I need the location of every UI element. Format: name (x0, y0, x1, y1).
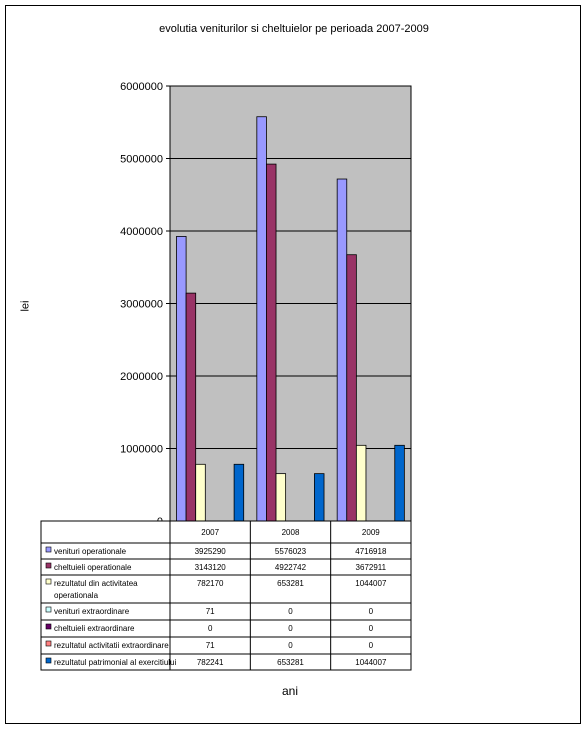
category-label: 2007 (201, 528, 220, 537)
bar (186, 293, 196, 521)
legend-key (46, 658, 51, 663)
y-tick-label: 2000000 (120, 371, 163, 383)
data-label: 653281 (277, 658, 304, 667)
y-tick-label: 1000000 (120, 443, 163, 456)
legend-key (46, 563, 51, 568)
legend-label: rezultatul din activitatea (54, 579, 138, 588)
chart-title: evolutia veniturilor si cheltuielor pe perioada 2007-2009 (159, 23, 429, 35)
legend-key (46, 607, 51, 612)
data-label: 1044007 (355, 658, 387, 667)
data-label: 782241 (196, 658, 224, 667)
legend-label: rezultatul patrimonial al exercitiului (54, 658, 177, 667)
y-axis-label: lei (19, 300, 32, 312)
legend-label: venituri operationale (54, 547, 127, 556)
data-label: 653281 (277, 579, 304, 588)
data-label: 4922742 (274, 563, 307, 572)
legend-label: cheltuieli extraordinare (54, 624, 135, 633)
y-tick-label: 3000000 (120, 298, 163, 311)
y-tick-label: 6000000 (120, 81, 163, 93)
bar (196, 464, 206, 521)
data-label: 71 (205, 641, 215, 650)
bar (337, 179, 347, 521)
x-axis-label: ani (281, 684, 298, 698)
data-label: 0 (288, 641, 293, 650)
legend-label: venituri extraordinare (54, 607, 130, 616)
bar (266, 164, 276, 521)
y-tick-label: 5000000 (120, 153, 163, 166)
data-label: 5576023 (274, 547, 307, 556)
legend-key (46, 624, 51, 629)
bar (347, 255, 357, 521)
category-label: 2008 (281, 528, 300, 537)
legend-key (46, 547, 51, 552)
legend-key (46, 641, 51, 646)
data-label: 71 (205, 607, 215, 616)
bar (257, 117, 267, 521)
data-label: 0 (368, 624, 374, 633)
data-label: 0 (207, 624, 213, 633)
legend-label: rezultatul activitatii extraordinare (54, 641, 169, 650)
data-label: 0 (288, 624, 293, 633)
data-label: 3143120 (194, 563, 226, 572)
legend-key (46, 579, 51, 584)
data-label: 782170 (196, 579, 224, 588)
data-label: 0 (288, 607, 293, 616)
category-label: 2009 (361, 528, 380, 537)
data-label: 3672911 (355, 563, 387, 572)
data-label: 3925290 (194, 547, 226, 556)
bar (177, 236, 187, 521)
y-tick-label: 4000000 (120, 226, 163, 238)
data-label: 1044007 (355, 579, 387, 588)
bar (234, 464, 244, 521)
data-label: 0 (368, 607, 374, 616)
legend-label: cheltuieli operationale (54, 563, 132, 572)
data-label: 0 (368, 641, 374, 650)
bar (276, 474, 286, 521)
bar (395, 445, 405, 521)
data-label: 4716918 (355, 547, 387, 556)
bar (314, 474, 324, 521)
bar (356, 445, 366, 521)
legend-label: operationala (54, 591, 99, 600)
